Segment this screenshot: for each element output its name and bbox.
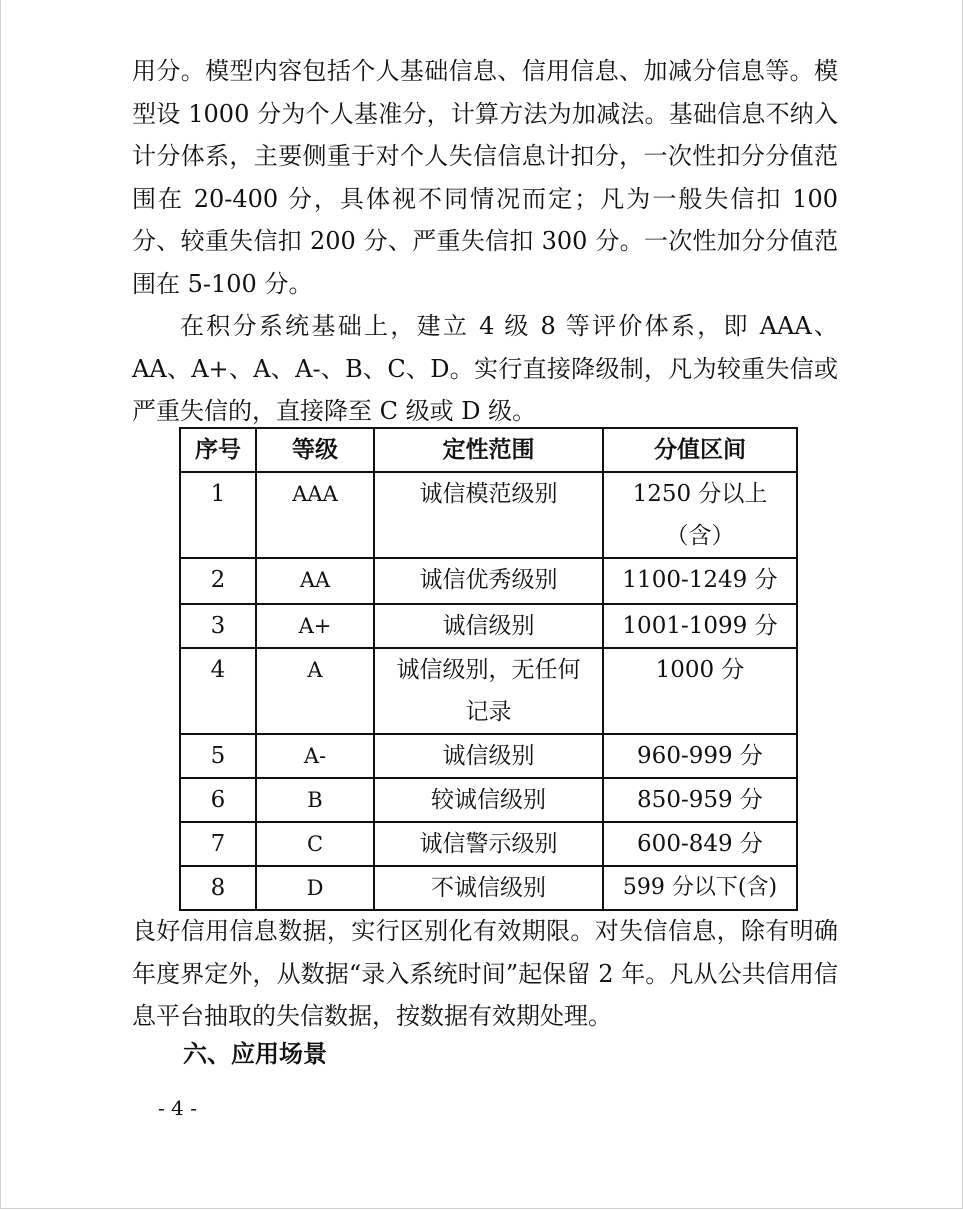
cell-index: 7 [180, 822, 256, 866]
header-grade: 等级 [256, 428, 374, 472]
cell-scope: 诚信模范级别 [374, 472, 603, 558]
cell-grade: B [256, 778, 374, 822]
paragraph-grade-system: 在积分系统基础上，建立 4 级 8 等评价体系，即 AAA、AA、A+、A、A-、B、C、D。实行直接降级制，凡为较重失信或严重失信的，直接降至 C 级或 D 级。 [132, 312, 838, 425]
cell-grade: A+ [256, 604, 374, 648]
cell-scope: 诚信级别，无任何记录 [374, 648, 603, 734]
cell-range: 1000 分 [603, 648, 797, 734]
table-row [180, 472, 797, 558]
cell-range: 1100-1249 分 [603, 558, 797, 604]
cell-range: 850-959 分 [603, 778, 797, 822]
paragraph-data-validity: 良好信用信息数据，实行区别化有效期限。对失信信息，除有明确年度界定外，从数据“录入系统时间”起保留 2 年。凡从公共信用信息平台抽取的失信数据，按数据有效期处理。 [132, 917, 838, 1030]
cell-grade: A- [256, 734, 374, 778]
table-header-row [180, 428, 797, 472]
cell-scope: 诚信警示级别 [374, 822, 603, 866]
header-scope: 定性范围 [374, 428, 603, 472]
cell-range: 960-999 分 [603, 734, 797, 778]
cell-index: 6 [180, 778, 256, 822]
table-row [180, 778, 797, 822]
cell-index: 2 [180, 558, 256, 604]
cell-index: 4 [180, 648, 256, 734]
cell-index: 3 [180, 604, 256, 648]
table-row [180, 648, 797, 734]
cell-scope: 诚信级别 [374, 734, 603, 778]
cell-grade: D [256, 866, 374, 910]
cell-scope: 不诚信级别 [374, 866, 603, 910]
cell-index: 1 [180, 472, 256, 558]
table-row [180, 558, 797, 604]
cell-grade: AA [256, 558, 374, 604]
cell-index: 5 [180, 734, 256, 778]
section-heading: 六、应用场景 [183, 1040, 327, 1068]
cell-range: 600-849 分 [603, 822, 797, 866]
cell-scope: 较诚信级别 [374, 778, 603, 822]
cell-grade: AAA [256, 472, 374, 558]
cell-grade: C [256, 822, 374, 866]
grade-table [179, 427, 798, 911]
table-row [180, 866, 797, 910]
header-range: 分值区间 [603, 428, 797, 472]
table-row [180, 734, 797, 778]
cell-range: 1001-1099 分 [603, 604, 797, 648]
header-index: 序号 [180, 428, 256, 472]
table-row [180, 604, 797, 648]
cell-range: 1250 分以上（含） [603, 472, 797, 558]
cell-scope: 诚信优秀级别 [374, 558, 603, 604]
cell-index: 8 [180, 866, 256, 910]
cell-scope: 诚信级别 [374, 604, 603, 648]
paragraph-scoring-model: 用分。模型内容包括个人基础信息、信用信息、加减分信息等。模型设 1000 分为个人基准分，计算方法为加减法。基础信息不纳入计分体系，主要侧重于对个人失信信息计扣分，一次性扣分分值范围在 20-400 分，具体视不同情况而定；凡为一般失信扣 100 分、较重失信扣 200 分、严重失信扣 300 分。一次性加分分值范围在 5-100 分。 [132, 57, 838, 298]
table-row [180, 822, 797, 866]
page-number: - 4 - [158, 1096, 197, 1120]
cell-range: 599 分以下(含) [603, 866, 797, 910]
cell-grade: A [256, 648, 374, 734]
